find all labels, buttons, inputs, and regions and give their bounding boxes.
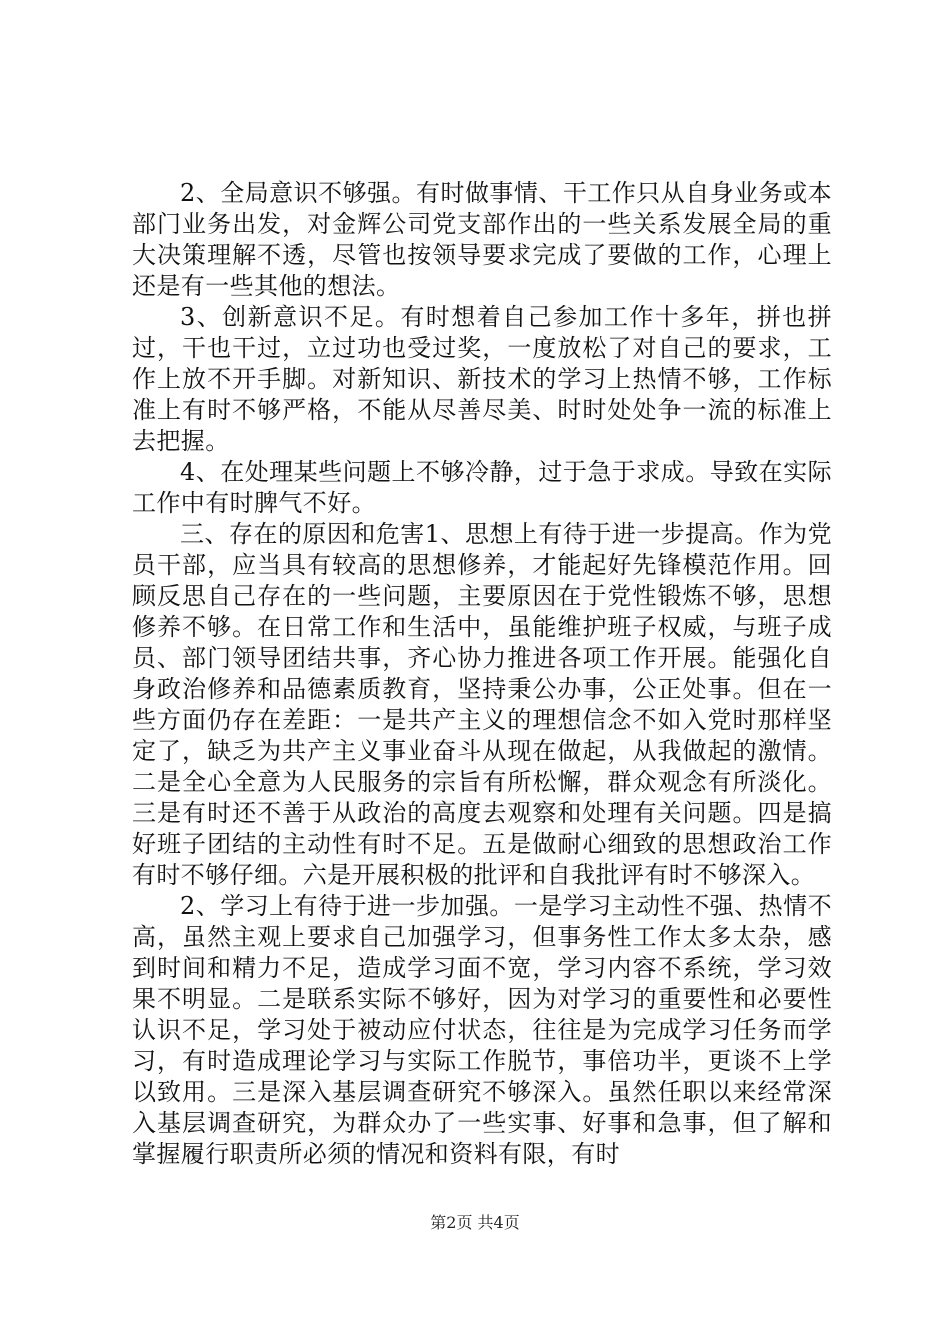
paragraph-causes-and-harms: 三、存在的原因和危害1、思想上有待于进一步提高。作为党员干部，应当具有较高的思想修养，才能起好先锋模范作用。回顾反思自己存在的一些问题，主要原因在于党性锻炼不够，思想修养不够。在日常工作和生活中，虽能维护班子权威，与班子成员、部门领导团结共事，齐心协力推进各项工作开展。能强化自身政治修养和品德素质教育，坚持秉公办事，公正处事。但在一些方面仍存在差距：一是共产主义的理想信念不如入党时那样坚定了，缺乏为共产主义事业奋斗从现在做起，从我做起的激情。二是全心全意为人民服务的宗旨有所松懈，群众观念有所淡化。三是有时还不善于从政治的高度去观察和处理有关问题。四是搞好班子团结的主动性有时不足。五是做耐心细致的思想政治工作有时不够仔细。六是开展积极的批评和自我批评有时不够深入。 xyxy=(132,520,832,889)
paragraph-global-awareness: 2、全局意识不够强。有时做事情、干工作只从自身业务或本部门业务出发，对金辉公司党支部作出的一些关系发展全局的重大决策理解不透，尽管也按领导要求完成了要做的工作，心理上还是有一些其他的想法。 xyxy=(132,179,832,300)
paragraph-study-improvement: 2、学习上有待于进一步加强。一是学习主动性不强、热情不高，虽然主观上要求自己加强学习，但事务性工作太多太杂，感到时间和精力不足，造成学习面不宽，学习内容不系统，学习效果不明显。二是联系实际不够好，因为对学习的重要性和必要性认识不足，学习处于被动应付状态，往往是为完成学习任务而学习，有时造成理论学习与实际工作脱节，事倍功半，更谈不上学以致用。三是深入基层调查研究不够深入。虽然任职以来经常深入基层调查研究，为群众办了一些实事、好事和急事，但了解和掌握履行职责所必须的情况和资料有限，有时 xyxy=(132,892,832,1168)
page-number-footer: 第2页 共4页 xyxy=(430,1213,520,1232)
paragraph-handling-problems: 4、在处理某些问题上不够冷静，过于急于求成。导致在实际工作中有时脾气不好。 xyxy=(132,458,832,517)
paragraph-innovation-awareness: 3、创新意识不足。有时想着自己参加工作十多年，拼也拼过，干也干过，立过功也受过奖，一度放松了对自己的要求，工作上放不开手脚。对新知识、新技术的学习上热情不够，工作标准上有时不够严格，不能从尽善尽美、时时处处争一流的标准上去把握。 xyxy=(132,303,832,455)
document-body xyxy=(132,178,832,1170)
